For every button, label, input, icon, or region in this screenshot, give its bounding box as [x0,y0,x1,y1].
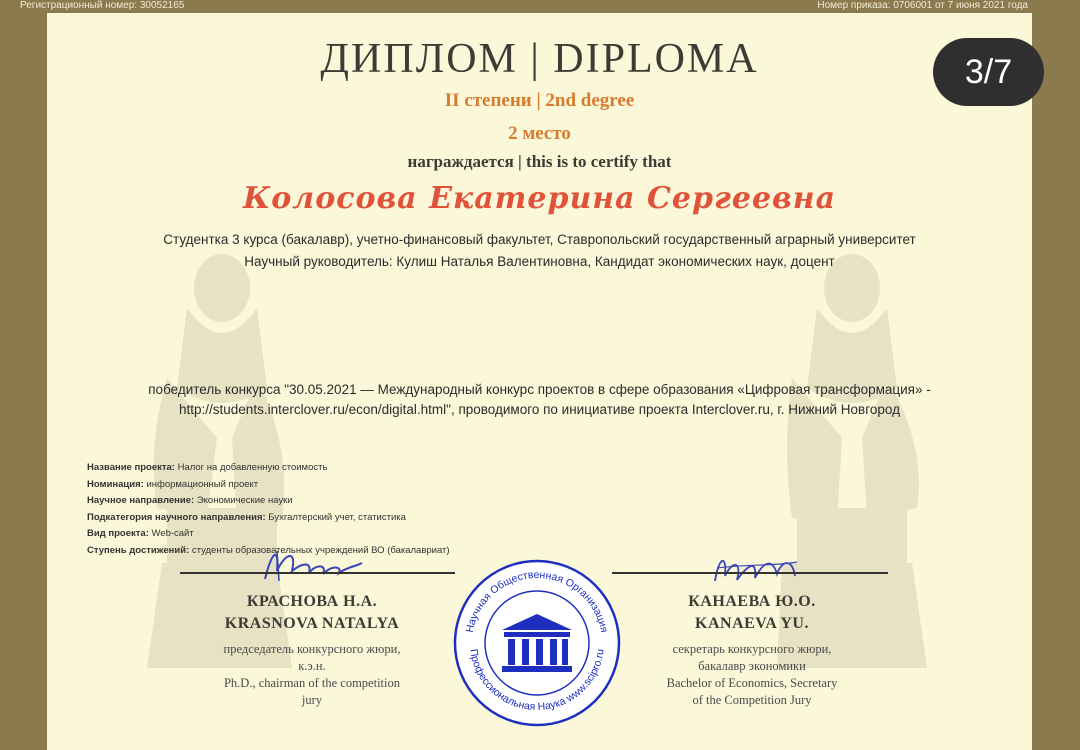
signatory-role: Ph.D., chairman of the competition [223,676,400,690]
signatory-right [602,591,902,709]
signatory-role: секретарь конкурсного жюри, [672,642,832,656]
signature-line-left [180,572,455,574]
registration-number: Регистрационный номер: 30052165 [20,0,185,11]
recipient-name: Колосова Екатерина Сергеевна [242,181,837,216]
signatory-role: of the Competition Jury [692,693,812,707]
diploma-place: 2 место [508,123,571,144]
supervisor-info: Научный руководитель: Кулиш Наталья Валентиновна, Кандидат экономических наук, доцент [244,254,835,269]
signatory-role: Bachelor of Economics, Secretary [666,676,838,690]
signatory-name-en: KRASNOVA NATALYA [224,615,400,632]
diploma-sheet [47,13,1032,750]
diploma-title: ДИПЛОМ | DIPLOMA [320,36,759,82]
winner-line-1: победитель конкурса "30.05.2021 — Международный конкурс проектов в сфере образования «Цифровая трансформация» - [148,382,931,397]
winner-line-2: http://students.interclover.ru/econ/digital.html", проводимого по инициативе проекта Interclover.ru, г. Нижний Новгород [179,402,900,417]
signatory-role: jury [301,693,323,707]
signatory-name-en: KANAEVA YU. [695,615,809,632]
certify-line: награждается | this is to certify that [407,152,672,171]
signature-line-right [612,572,888,574]
top-info-bar [0,0,1080,13]
signatory-role: председатель конкурсного жюри, [223,642,401,656]
page-counter-badge: 3/7 [933,38,1044,106]
signatory-role: бакалавр экономики [698,659,806,673]
field-row: Ступень достижений: студенты образовательных учреждений ВО (бакалавриат) [87,544,450,556]
seal-top-text: Научная Общественная Организация [463,568,611,634]
diploma-degree: II степени | 2nd degree [444,90,635,111]
signatory-name-ru: КАНАЕВА Ю.О. [688,593,816,610]
signatory-left [177,591,447,709]
field-row: Название проекта: Налог на добавленную стоимость [87,462,328,473]
organization-seal [452,558,622,728]
signatory-name-ru: КРАСНОВА Н.А. [246,593,378,610]
field-row: Подкатегория научного направления: Бухгалтерский учет, статистика [87,511,406,523]
student-info: Студентка 3 курса (бакалавр), учетно-финансовый факультет, Ставропольский государственный аграрный университет [163,232,916,247]
field-row: Вид проекта: Web-сайт [87,528,194,540]
signature-krasnova [257,541,367,586]
signature-kanaeva [707,546,802,591]
seal-bottom-text: Профессиональная Наука www.scipro.ru [467,648,607,714]
order-number: Номер приказа: 0706001 от 7 июня 2021 года [817,0,1028,11]
signatory-role: к.э.н. [298,659,326,673]
field-row: Научное направление: Экономические науки [87,495,293,507]
field-row: Номинация: информационный проект [87,478,259,490]
